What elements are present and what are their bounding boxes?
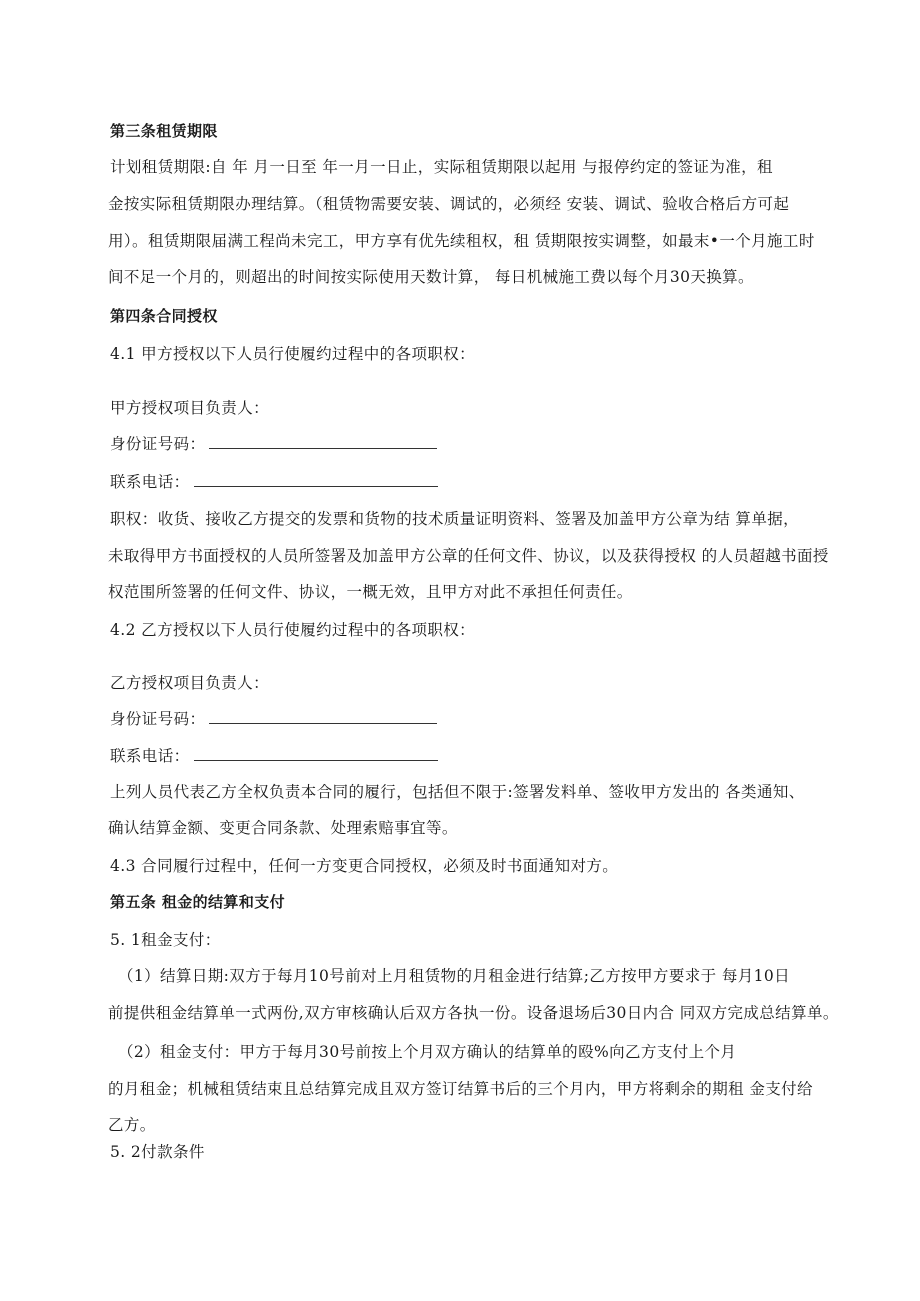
article3-heading: 第三条租赁期限: [110, 122, 218, 140]
article5-heading: 第五条 租金的结算和支付: [110, 893, 286, 911]
rent-payment-line-1: （2）租金支付：甲方于每月30号前按上个月双方确认的结算单的殴%向乙方支付上个月: [118, 1043, 737, 1061]
party-b-phone-label: 联系电话：: [110, 747, 190, 765]
rent-payment-line-2: 的月租金；机械租赁结束且总结算完成且双方签订结算书后的三个月内，甲方将剩余的期租 金支付给: [108, 1080, 813, 1098]
rent-payment-line-3: 乙方。: [108, 1116, 156, 1134]
article3-line-3: 用）。租赁期限届满工程尚未完工，甲方享有优先续租权，租 赁期限按实调整，如最末•一个月施工时: [108, 232, 815, 250]
party-a-duties-line-3: 权范围所签署的任何文件、协议，一概无效，且甲方对此不承担任何责任。: [108, 583, 633, 601]
settlement-date-line-2: 前提供租金结算单一式两份,双方审核确认后双方各执一份。设备退场后30日内合 同双方完成总结算单。: [108, 1004, 839, 1022]
party-b-phone-blank[interactable]: [194, 746, 438, 761]
party-a-id-row: [110, 434, 437, 454]
clause-5-1: 5. 1租金支付：: [110, 931, 221, 949]
party-b-manager-label: 乙方授权项目负责人：: [110, 674, 270, 692]
party-b-id-row: [110, 709, 437, 729]
clause-4-1: 4.1 甲方授权以下人员行使履约过程中的各项职权：: [110, 345, 476, 363]
party-b-phone-row: [110, 746, 438, 766]
party-a-id-label: 身份证号码：: [110, 435, 206, 453]
party-a-manager-label: 甲方授权项目负责人：: [110, 399, 270, 417]
party-a-phone-label: 联系电话：: [110, 473, 190, 491]
party-b-duties-line-2: 确认结算金额、变更合同条款、处理索赔事宜等。: [108, 819, 458, 837]
party-a-duties-line-1: 职权：收货、接收乙方提交的发票和货物的技术质量证明资料、签署及加盖甲方公章为结 算单据，: [110, 510, 800, 528]
clause-5-2: 5. 2付款条件: [110, 1143, 205, 1161]
article4-heading: 第四条合同授权: [110, 307, 218, 325]
clause-4-2: 4.2 乙方授权以下人员行使履约过程中的各项职权：: [110, 621, 476, 639]
settlement-date-line-1: （1）结算日期:双方于每月10号前对上月租赁物的月租金进行结算;乙方按甲方要求于 每月10日: [118, 967, 791, 985]
party-a-duties-line-2: 未取得甲方书面授权的人员所签署及加盖甲方公章的任何文件、协议，以及获得授权 的人员超越书面授: [108, 547, 829, 565]
party-a-phone-blank[interactable]: [194, 472, 438, 487]
party-a-phone-row: [110, 472, 438, 492]
clause-4-3: 4.3 合同履行过程中，任何一方变更合同授权，必须及时书面通知对方。: [110, 857, 619, 875]
party-b-id-label: 身份证号码：: [110, 710, 206, 728]
party-a-id-blank[interactable]: [209, 434, 437, 449]
article3-line-2: 金按实际租赁期限办理结算。（租赁物需要安装、调试的，必须经 安装、调试、验收合格后方可起: [108, 195, 790, 213]
article3-line-1: 计划租赁期限:自 年 月一日至 年一月一日止，实际租赁期限以起用 与报停约定的签证为准，租: [110, 158, 773, 176]
party-b-id-blank[interactable]: [209, 709, 437, 724]
article3-line-4: 间不足一个月的，则超出的时间按实际使用天数计算， 每日机械施工费以每个月30天换算。: [108, 268, 754, 286]
party-b-duties-line-1: 上列人员代表乙方全权负责本合同的履行，包括但不限于:签署发料单、签收甲方发出的 各类通知、: [110, 783, 805, 801]
